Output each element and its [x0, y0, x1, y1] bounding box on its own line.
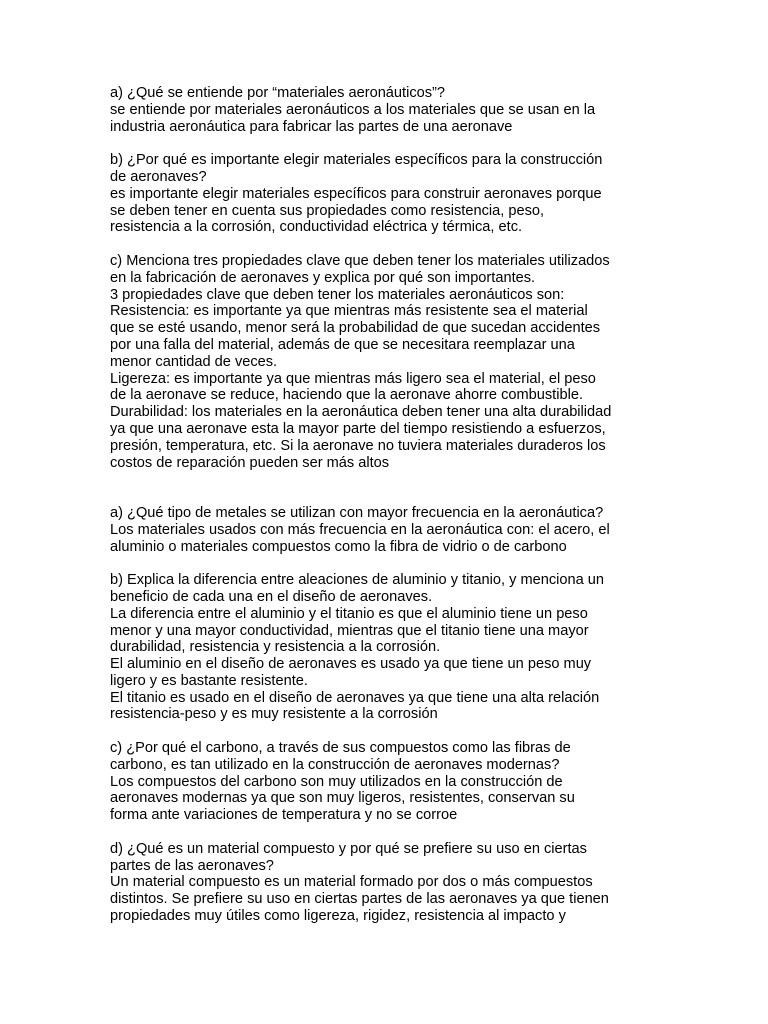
question-block-1a	[110, 85, 670, 135]
answer-1c-line-10: presión, temperatura, etc. Si la aeronave no tuviera materiales duraderos los	[110, 437, 606, 454]
question-2b-line-2: beneficio de cada una en el diseño de aeronaves.	[110, 588, 433, 605]
answer-2b-line-7: resistencia-peso y es muy resistente a la corrosión	[110, 706, 438, 723]
answer-1c-line-3: que se esté usando, menor será la probabilidad de que sucedan accidentes	[110, 320, 601, 337]
answer-1c-line-11: costos de reparación pueden ser más altos	[110, 454, 390, 471]
question-2c-line-1: c) ¿Por qué el carbono, a través de sus compuestos como las fibras de	[110, 740, 571, 757]
answer-2a-line-2: aluminio o materiales compuestos como la fibra de vidrio o de carbono	[110, 538, 567, 555]
question-2a: a) ¿Qué tipo de metales se utilizan con mayor frecuencia en la aeronáutica?	[110, 504, 604, 521]
question-block-2a	[110, 505, 670, 555]
answer-1c-line-1: 3 propiedades clave que deben tener los materiales aeronáuticos son:	[110, 286, 565, 303]
answer-2c-line-3: forma ante variaciones de temperatura y no se corroe	[110, 807, 458, 824]
answer-2b-line-1: La diferencia entre el aluminio y el titanio es que el aluminio tiene un peso	[110, 605, 588, 622]
answer-1b-line-1: es importante elegir materiales específicos para construir aeronaves porque	[110, 185, 602, 202]
question-block-2c	[110, 740, 670, 824]
answer-1c-line-8: Durabilidad: los materiales en la aeronáutica deben tener una alta durabilidad	[110, 404, 612, 421]
question-block-1c	[110, 253, 670, 471]
answer-1c-line-9: ya que una aeronave esta la mayor parte del tiempo resistiendo a esfuerzos,	[110, 420, 606, 437]
answer-1c-line-2: Resistencia: es importante ya que mientras más resistente sea el material	[110, 303, 588, 320]
answer-1a-line-1: se entiende por materiales aeronáuticos a los materiales que se usan en la	[110, 101, 596, 118]
question-2d-line-1: d) ¿Qué es un material compuesto y por qué se prefiere su uso en ciertas	[110, 840, 587, 857]
answer-1c-line-6: Ligereza: es importante ya que mientras más ligero sea el material, el peso	[110, 370, 596, 387]
question-1c-line-2: en la fabricación de aeronaves y explica por qué son importantes.	[110, 269, 536, 286]
answer-2c-line-1: Los compuestos del carbono son muy utilizados en la construcción de	[110, 773, 563, 790]
answer-2c-line-2: aeronaves modernas ya que son muy ligeros, resistentes, conservan su	[110, 790, 575, 807]
answer-2b-line-4: El aluminio en el diseño de aeronaves es usado ya que tiene un peso muy	[110, 656, 592, 673]
answer-2b-line-6: El titanio es usado en el diseño de aeronaves ya que tiene una alta relación	[110, 689, 600, 706]
question-2d-line-2: partes de las aeronaves?	[110, 857, 274, 874]
question-block-1b	[110, 152, 670, 236]
document-page	[110, 85, 670, 925]
answer-2b-line-5: ligero y es bastante resistente.	[110, 672, 308, 689]
answer-2b-line-2: menor y una mayor conductividad, mientras que el titanio tiene una mayor	[110, 622, 589, 639]
question-1b-line-1: b) ¿Por qué es importante elegir materiales específicos para la construcción	[110, 152, 603, 169]
answer-1c-line-4: por una falla del material, además de que se necesitara reemplazar una	[110, 336, 575, 353]
answer-2a-line-1: Los materiales usados con más frecuencia en la aeronáutica con: el acero, el	[110, 521, 610, 538]
question-2b-line-1: b) Explica la diferencia entre aleaciones de aluminio y titanio, y menciona un	[110, 572, 605, 589]
answer-2d-line-3: propiedades muy útiles como ligereza, rigidez, resistencia al impacto y	[110, 908, 566, 925]
question-1a: a) ¿Qué se entiende por “materiales aeronáuticos”?	[110, 85, 446, 101]
answer-1b-line-3: resistencia a la corrosión, conductividad eléctrica y térmica, etc.	[110, 219, 523, 236]
answer-1a-line-2: industria aeronáutica para fabricar las partes de una aeronave	[110, 118, 513, 135]
question-1b-line-2: de aeronaves?	[110, 168, 207, 185]
answer-1c-line-5: menor cantidad de veces.	[110, 353, 278, 370]
answer-2d-line-2: distintos. Se prefiere su uso en ciertas partes de las aeronaves ya que tienen	[110, 891, 609, 908]
question-2c-line-2: carbono, es tan utilizado en la construcción de aeronaves modernas?	[110, 756, 560, 773]
answer-1c-line-7: de la aeronave se reduce, haciendo que la aeronave ahorre combustible.	[110, 387, 583, 404]
question-1c-line-1: c) Menciona tres propiedades clave que deben tener los materiales utilizados	[110, 252, 610, 269]
answer-2b-line-3: durabilidad, resistencia y resistencia a la corrosión.	[110, 639, 441, 656]
answer-1b-line-2: se deben tener en cuenta sus propiedades como resistencia, peso,	[110, 202, 545, 219]
question-block-2b	[110, 572, 670, 723]
answer-2d-line-1: Un material compuesto es un material formado por dos o más compuestos	[110, 874, 593, 891]
question-block-2d	[110, 841, 670, 925]
